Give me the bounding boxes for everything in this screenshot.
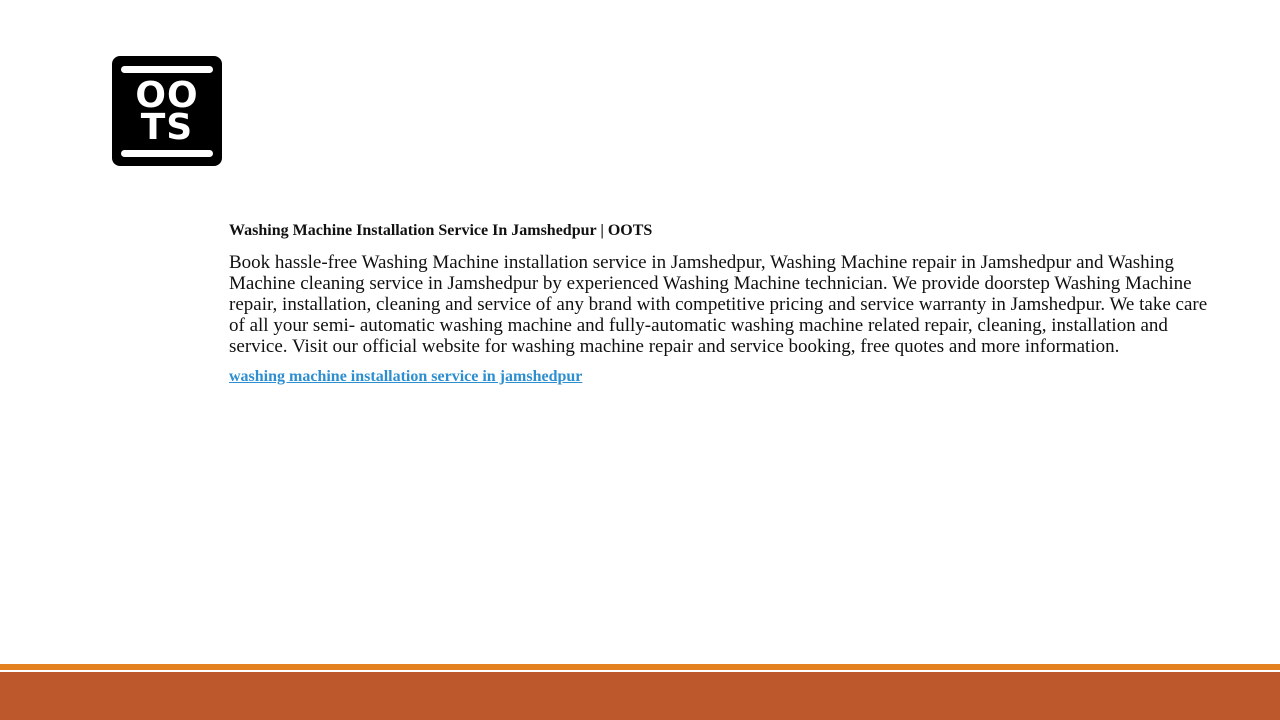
logo-bottom-bar [121, 150, 213, 157]
footer-band [0, 672, 1280, 720]
logo-text-line2: TS [140, 107, 194, 148]
logo-top-bar [121, 66, 213, 73]
service-link[interactable]: washing machine installation service in jamshedpur [229, 368, 583, 385]
description-paragraph: Book hassle-free Washing Machine installation service in Jamshedpur, Washing Machine repair in Jamshedpur and Washing Machine cleaning service in Jamshedpur by experienced Washing Machine technician. We provide doorstep Washing Machine repair, installation, cleaning and service of any brand with competitive pricing and service warranty in Jamshedpur. We take care of all your semi- automatic washing machine and fully-automatic washing machine related repair, cleaning, installation and service. Visit our official website for washing machine repair and service booking, free quotes and more information. [229, 252, 1208, 357]
oots-logo [112, 56, 222, 166]
footer-accent-line [0, 664, 1280, 670]
page-title: Washing Machine Installation Service In Jamshedpur | OOTS [229, 222, 653, 239]
logo-text-line1: OO [135, 75, 199, 116]
main-content [229, 221, 1219, 387]
